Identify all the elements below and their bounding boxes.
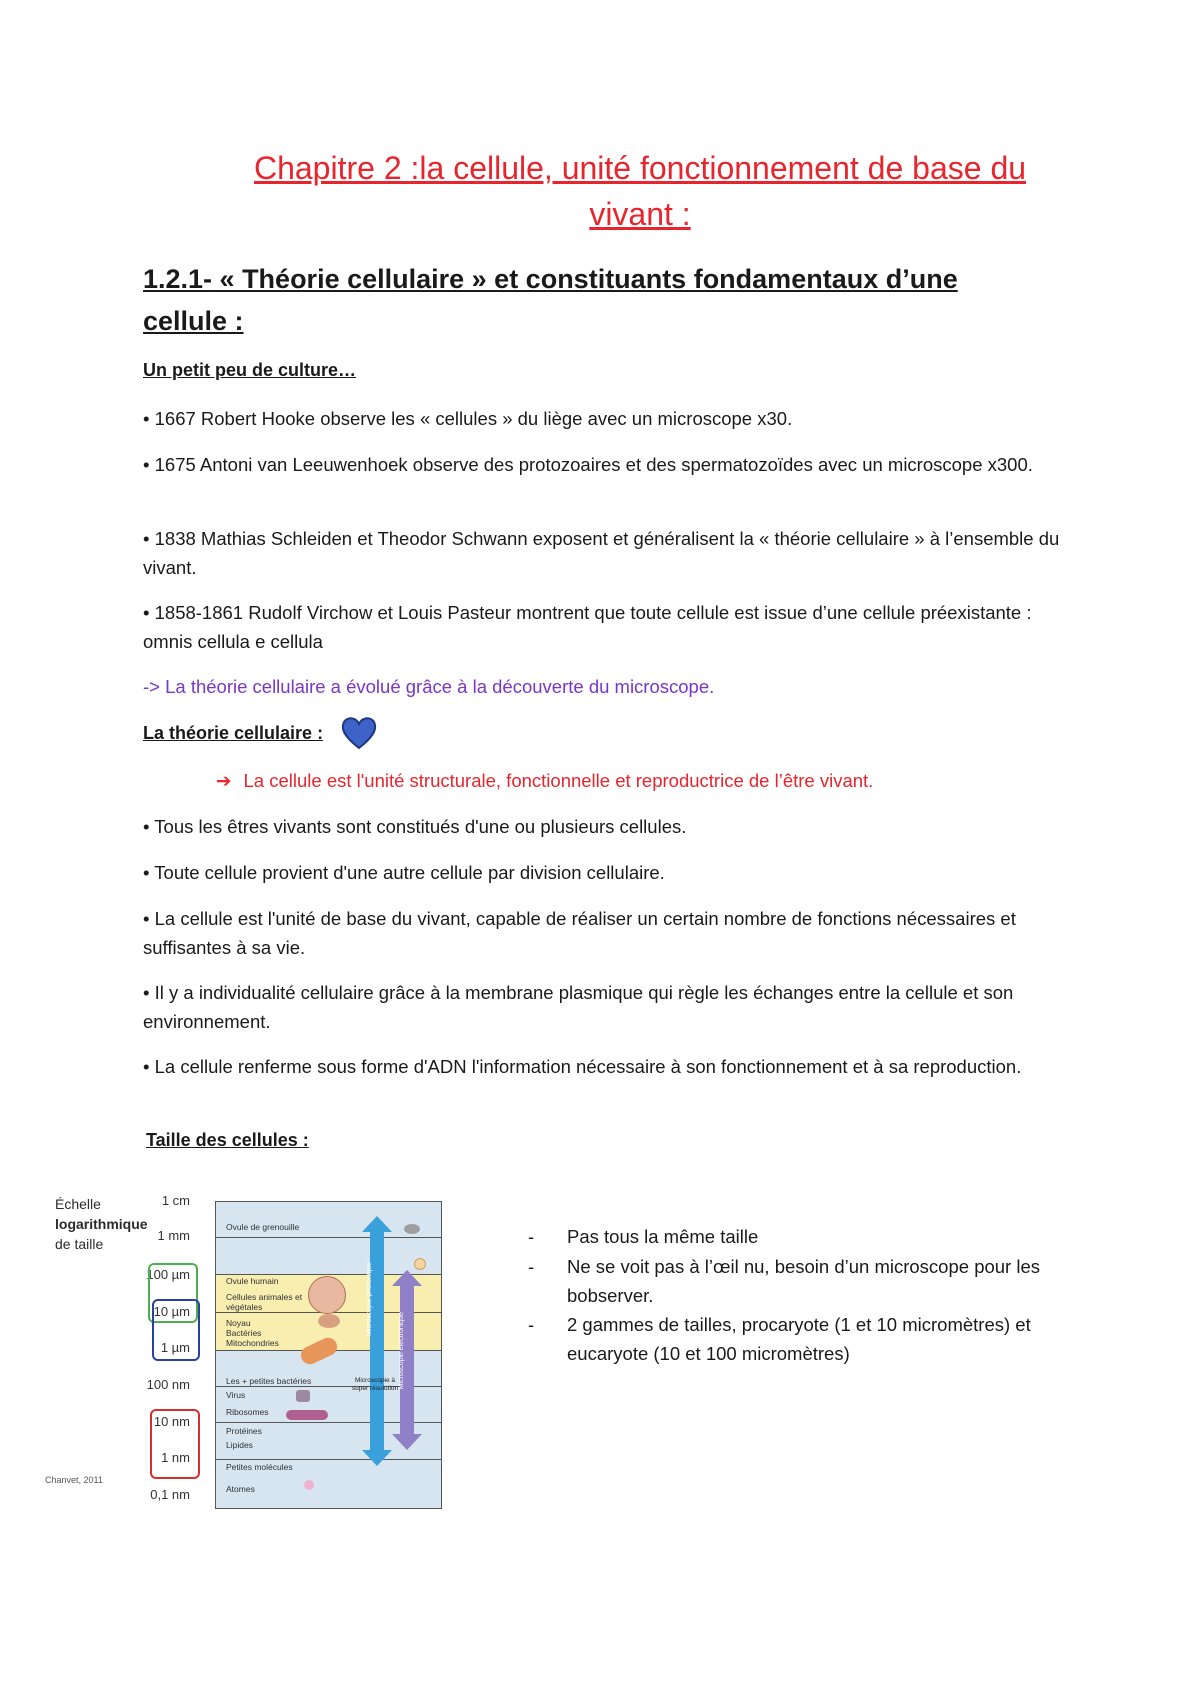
section-heading-line1: « Théorie cellulaire » et constituants fondamentaux d’une xyxy=(212,264,958,294)
scale-tick: 1 µm xyxy=(160,1340,190,1355)
figure-label: logarithmique xyxy=(55,1216,148,1232)
row-label: Ovule humain xyxy=(226,1276,279,1286)
scale-tick: 10 nm xyxy=(153,1414,190,1429)
size-bullet-text: 2 gammes de tailles, procaryote (1 et 10 micromètres) et eucaryote (10 et 100 micromètres) xyxy=(567,1314,1031,1364)
section-heading-line2: cellule : xyxy=(143,306,244,336)
scale-tick: 1 nm xyxy=(161,1450,190,1465)
row-label: Ovule de grenouille xyxy=(226,1222,300,1232)
scale-tick: 10 µm xyxy=(153,1304,190,1319)
row-label: Virus xyxy=(226,1390,246,1400)
chapter-title-line1: Chapitre 2 :la cellule, unité fonctionnement de base du xyxy=(253,150,1027,186)
culture-note: -> La théorie cellulaire a évolué grâce à la découverte du microscope. xyxy=(143,676,715,697)
culture-item: • 1675 Antoni van Leeuwenhoek observe des protozoaires et des spermatozoïdes avec un microscope x300. xyxy=(143,454,1033,475)
row-label: Ribosomes xyxy=(226,1407,269,1417)
culture-item: • 1667 Robert Hooke observe les « cellules » du liège avec un microscope x30. xyxy=(143,408,793,429)
row-label: Mitochondries xyxy=(226,1338,279,1348)
row-label: Atomes xyxy=(226,1484,255,1494)
row-label: Cellules animales et végétales xyxy=(226,1292,303,1312)
size-bullet xyxy=(528,1222,1088,1252)
molecular-range-bracket xyxy=(150,1409,200,1479)
size-bullet-text: Ne se voit pas à l’œil nu, besoin d’un microscope pour les bobserver. xyxy=(567,1256,1041,1306)
culture-item: • 1858-1861 Rudolf Virchow et Louis Pasteur montrent que toute cellule est issue d’une cellule préexistante : omnis cellula e cellula xyxy=(143,602,1032,652)
size-bullet-text: Pas tous la même taille xyxy=(567,1226,759,1247)
size-bullet xyxy=(528,1252,1088,1312)
theory-definition-row xyxy=(216,766,1096,795)
theory-point: • Tous les êtres vivants sont constitués d'une ou plusieurs cellules. xyxy=(143,816,687,837)
theory-point: • Toute cellule provient d'une autre cellule par division cellulaire. xyxy=(143,862,665,883)
theory-point: • Il y a individualité cellulaire grâce à la membrane plasmique qui règle les échanges entre la cellule et son environnement. xyxy=(143,982,1014,1032)
atom-illustration xyxy=(304,1480,314,1490)
dash-marker: - xyxy=(528,1314,535,1335)
cell-size-figure xyxy=(40,1185,450,1510)
scale-tick: 100 nm xyxy=(146,1377,190,1392)
section-number: 1.2.1- xyxy=(143,264,213,294)
arrow-right-icon: ➔ xyxy=(216,770,232,791)
frog-egg-illustration xyxy=(404,1224,420,1234)
heart-icon xyxy=(340,714,378,752)
figure-label: Échelle xyxy=(55,1196,101,1212)
size-heading: Taille des cellules : xyxy=(146,1130,309,1150)
theory-heading: La théorie cellulaire : xyxy=(143,723,324,743)
photonic-microscopy-arrow xyxy=(362,1216,392,1466)
scale-tick: 100 µm xyxy=(146,1267,190,1282)
section-heading-line2-wrap xyxy=(143,300,1103,342)
culture-heading: Un petit peu de culture… xyxy=(143,360,357,380)
bacteria-illustration xyxy=(318,1314,340,1328)
scale-tick: 0,1 nm xyxy=(150,1487,190,1502)
human-egg-illustration xyxy=(414,1258,426,1270)
figure-credit: Chanvet, 2011 xyxy=(45,1475,103,1485)
theory-point: • La cellule est l'unité de base du vivant, capable de réaliser un certain nombre de fonctions nécessaires et suffisantes à sa vie. xyxy=(143,908,1016,958)
row-label: Bactéries xyxy=(226,1328,262,1338)
divider xyxy=(216,1459,441,1460)
scale-panel xyxy=(215,1201,442,1509)
theory-point: • La cellule renferme sous forme d'ADN l'information nécessaire à son fonctionnement et à sa reproduction. xyxy=(143,1056,1022,1077)
row-label: Protéines xyxy=(226,1426,262,1436)
section-heading xyxy=(143,258,1103,300)
electronic-label: Microscopie électronique xyxy=(398,1312,405,1390)
ribosome-illustration xyxy=(286,1410,328,1420)
dash-marker: - xyxy=(528,1226,535,1247)
cell-illustration xyxy=(308,1276,346,1314)
dash-marker: - xyxy=(528,1256,535,1277)
super-resolution-label: Microscopie à super résolution xyxy=(351,1377,399,1392)
culture-item: • 1838 Mathias Schleiden et Theodor Schwann exposent et généralisent la « théorie cellulaire » à l’ensemble du vivant. xyxy=(143,528,1060,578)
row-label: Les + petites bactéries xyxy=(226,1376,312,1386)
divider xyxy=(216,1237,441,1238)
prokaryote-range-bracket xyxy=(152,1299,200,1361)
chapter-title-line2: vivant : xyxy=(589,196,691,232)
row-label: Lipides xyxy=(226,1440,253,1450)
virus-illustration xyxy=(296,1390,310,1402)
photonic-label: Microscopie photonique xyxy=(366,1262,373,1336)
scale-tick: 1 mm xyxy=(157,1228,190,1243)
figure-label: de taille xyxy=(55,1236,104,1252)
row-label: Petites molécules xyxy=(226,1462,293,1472)
scale-tick: 1 cm xyxy=(161,1193,190,1208)
size-bullet xyxy=(528,1310,1088,1370)
row-label: Noyau xyxy=(226,1318,251,1328)
theory-definition: La cellule est l'unité structurale, fonctionnelle et reproductrice de l’être vivant. xyxy=(243,770,874,791)
